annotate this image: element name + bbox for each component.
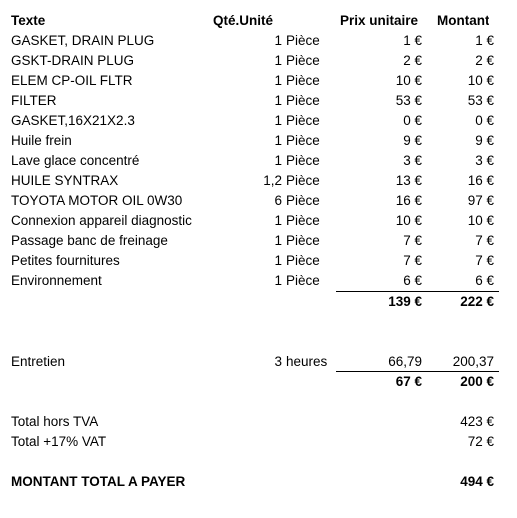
- header-amount: Montant: [437, 13, 490, 28]
- table-row: [0, 91, 517, 111]
- item-amount: 7 €: [475, 233, 494, 248]
- item-amount: 9 €: [475, 133, 494, 148]
- labor-unit: heures: [286, 354, 328, 369]
- item-quantity: 1: [274, 93, 282, 108]
- item-unit-price: 1 €: [403, 33, 422, 48]
- item-quantity: 1: [274, 273, 282, 288]
- item-unit: Pièce: [286, 133, 320, 148]
- labor-row: [0, 352, 517, 372]
- labor-unit-price: 66,79: [388, 354, 422, 369]
- item-amount: 16 €: [467, 173, 494, 188]
- labor-subtotal-price: 67 €: [395, 374, 422, 389]
- item-quantity: 1: [274, 33, 282, 48]
- item-unit: Pièce: [286, 93, 320, 108]
- item-unit-price: 9 €: [403, 133, 422, 148]
- item-description: Huile frein: [11, 133, 72, 148]
- labor-description: Entretien: [11, 354, 66, 369]
- item-unit: Pièce: [286, 213, 320, 228]
- item-quantity: 1: [274, 233, 282, 248]
- item-description: Petites fournitures: [11, 253, 120, 268]
- item-unit: Pièce: [286, 73, 320, 88]
- item-unit: Pièce: [286, 253, 320, 268]
- header-unit-price: Prix unitaire: [340, 13, 419, 28]
- item-unit: Pièce: [286, 33, 320, 48]
- item-amount: 10 €: [467, 73, 494, 88]
- item-unit: Pièce: [286, 233, 320, 248]
- item-quantity: 1: [274, 73, 282, 88]
- total-excl-vat-row: [0, 412, 517, 432]
- item-unit: Pièce: [286, 153, 320, 168]
- item-quantity: 1: [274, 133, 282, 148]
- item-unit: Pièce: [286, 273, 320, 288]
- item-quantity: 1: [274, 53, 282, 68]
- grand-total-row: [0, 472, 517, 492]
- item-unit-price: 53 €: [395, 93, 422, 108]
- item-unit: Pièce: [286, 193, 320, 208]
- total-excl-vat-value: 423 €: [460, 414, 494, 429]
- item-unit-price: 7 €: [403, 253, 422, 268]
- item-description: GSKT-DRAIN PLUG: [11, 53, 135, 68]
- labor-subtotal-amount: 200 €: [460, 374, 494, 389]
- item-quantity: 1: [274, 113, 282, 128]
- item-quantity: 1: [274, 253, 282, 268]
- item-unit: Pièce: [286, 113, 320, 128]
- item-description: FILTER: [11, 93, 57, 108]
- grand-total-label: MONTANT TOTAL A PAYER: [11, 474, 186, 489]
- item-amount: 2 €: [475, 53, 494, 68]
- table-row: [0, 131, 517, 151]
- table-row: [0, 111, 517, 131]
- item-unit-price: 7 €: [403, 233, 422, 248]
- table-row: [0, 171, 517, 191]
- item-amount: 7 €: [475, 253, 494, 268]
- item-unit-price: 10 €: [395, 213, 422, 228]
- item-quantity: 1: [274, 213, 282, 228]
- item-amount: 97 €: [467, 193, 494, 208]
- header-text: Texte: [11, 13, 46, 28]
- item-description: GASKET, DRAIN PLUG: [11, 33, 155, 48]
- item-unit: Pièce: [286, 173, 320, 188]
- item-amount: 0 €: [475, 113, 494, 128]
- table-row: [0, 271, 517, 291]
- item-unit-price: 2 €: [403, 53, 422, 68]
- item-description: ELEM CP-OIL FLTR: [11, 73, 133, 88]
- vat-value: 72 €: [467, 434, 494, 449]
- table-row: [0, 251, 517, 271]
- total-excl-vat-label: Total hors TVA: [11, 414, 99, 429]
- grand-total-value: 494 €: [460, 474, 494, 489]
- item-description: Connexion appareil diagnostic: [11, 213, 192, 228]
- item-unit: Pièce: [286, 53, 320, 68]
- item-quantity: 1: [274, 153, 282, 168]
- table-row: [0, 231, 517, 251]
- table-row: [0, 151, 517, 171]
- item-amount: 3 €: [475, 153, 494, 168]
- item-unit-price: 0 €: [403, 113, 422, 128]
- vat-row: [0, 432, 517, 452]
- parts-subtotal-row: [0, 292, 517, 312]
- item-description: Passage banc de freinage: [11, 233, 168, 248]
- labor-quantity: 3: [274, 354, 282, 369]
- item-unit-price: 6 €: [403, 273, 422, 288]
- vat-label: Total +17% VAT: [11, 434, 107, 449]
- item-unit-price: 3 €: [403, 153, 422, 168]
- item-amount: 10 €: [467, 213, 494, 228]
- item-unit-price: 10 €: [395, 73, 422, 88]
- item-description: Lave glace concentré: [11, 153, 140, 168]
- item-amount: 6 €: [475, 273, 494, 288]
- item-unit-price: 13 €: [395, 173, 422, 188]
- item-quantity: 6: [274, 193, 282, 208]
- table-row: [0, 51, 517, 71]
- table-row: [0, 211, 517, 231]
- header-qty-unit: Qté.Unité: [213, 13, 274, 28]
- item-description: TOYOTA MOTOR OIL 0W30: [11, 193, 183, 208]
- item-quantity: 1,2: [263, 173, 282, 188]
- item-amount: 1 €: [475, 33, 494, 48]
- item-description: HUILE SYNTRAX: [11, 173, 119, 188]
- parts-subtotal-amount: 222 €: [460, 294, 494, 309]
- labor-amount: 200,37: [452, 354, 494, 369]
- item-amount: 53 €: [467, 93, 494, 108]
- table-row: [0, 31, 517, 51]
- table-row: [0, 191, 517, 211]
- labor-subtotal-row: [0, 372, 517, 392]
- item-description: GASKET,16X21X2.3: [11, 113, 135, 128]
- table-header: [0, 11, 517, 31]
- item-unit-price: 16 €: [395, 193, 422, 208]
- item-description: Environnement: [11, 273, 102, 288]
- parts-subtotal-price: 139 €: [388, 294, 422, 309]
- table-row: [0, 71, 517, 91]
